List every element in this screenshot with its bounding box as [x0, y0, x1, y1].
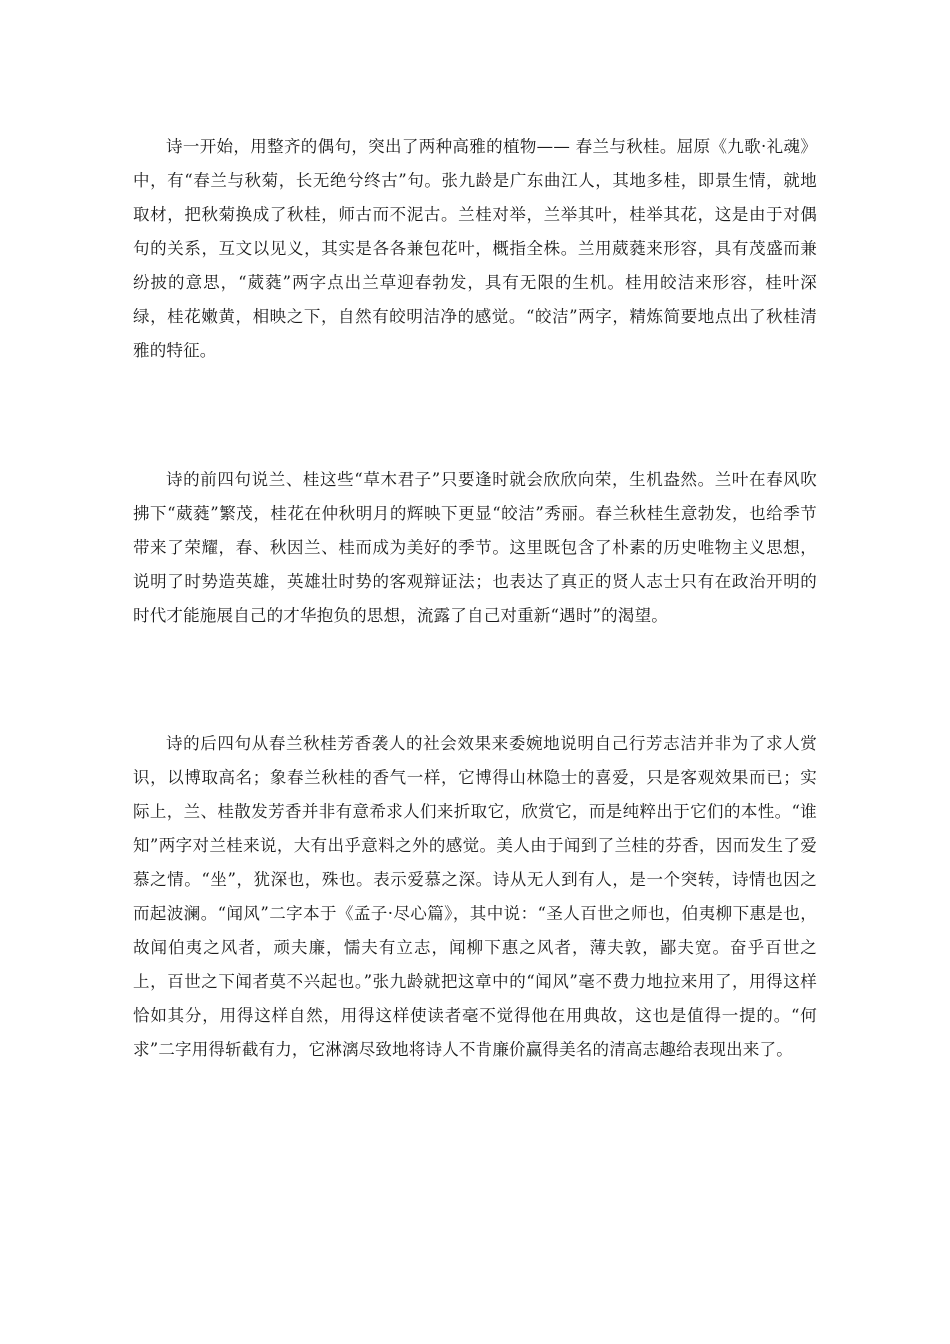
paragraph-chunlan-qiugui: 诗一开始，用整齐的偶句，突出了两种高雅的植物—— 春兰与秋桂。屈原《九歌·礼魂》中，有“春兰与秋菊，长无绝兮终古”句。张九龄是广东曲江人，其地多桂，即景生情，就地取材，把秋菊换成了秋桂，师古而不泥古。兰桂对举，兰举其叶，桂举其花，这是由于对偶句的关系，互文以见义，其实是各各兼包花叶，概指全株。兰用葳蕤来形容，具有茂盛而兼纷披的意思，“葳蕤”两字点出兰草迎春勃发，具有无限的生机。桂用皎洁来形容，桂叶深绿，桂花嫩黄，相映之下，自然有皎明洁净的感觉。“皎洁”两字，精炼简要地点出了秋桂清雅的特征。	[133, 137, 817, 360]
paragraph-last-four-lines: 诗的后四句从春兰秋桂芳香袭人的社会效果来委婉地说明自己行芳志洁并非为了求人赏识，以博取高名；象春兰秋桂的香气一样，它博得山林隐士的喜爱，只是客观效果而已；实际上，兰、桂散发芳香并非有意希求人们来折取它，欣赏它，而是纯粹出于它们的本性。“谁知”两字对兰桂来说，大有出乎意料之外的感觉。美人由于闻到了兰桂的芬香，因而发生了爱慕之情。“坐”，犹深也，殊也。表示爱慕之深。诗从无人到有人，是一个突转，诗情也因之而起波澜。“闻风”二字本于《孟子·尽心篇》，其中说：“圣人百世之师也，伯夷柳下惠是也，故闻伯夷之风者，顽夫廉，懦夫有立志，闻柳下惠之风者，薄夫敦，鄙夫宽。奋乎百世之上，百世之下闻者莫不兴起也。”张九龄就把这章中的“闻风”毫不费力地拉来用了，用得这样恰如其分，用得这样自然，用得这样使读者毫不觉得他在用典故，这也是值得一提的。“何求”二字用得斩截有力，它淋漓尽致地将诗人不肯廉价赢得美名的清高志趣给表现出来了。	[133, 734, 817, 1059]
paragraph-first-four-lines: 诗的前四句说兰、桂这些“草木君子”只要逢时就会欣欣向荣，生机盎然。兰叶在春风吹拂下“葳蕤”繁茂，桂花在仲秋明月的辉映下更显“皎洁”秀丽。春兰秋桂生意勃发，也给季节带来了荣耀，春、秋因兰、桂而成为美好的季节。这里既包含了朴素的历史唯物主义思想，说明了时势造英雄，英雄壮时势的客观辩证法；也表达了真正的贤人志士只有在政治开明的时代才能施展自己的才华抱负的思想，流露了自己对重新“遇时”的渴望。	[133, 470, 817, 625]
